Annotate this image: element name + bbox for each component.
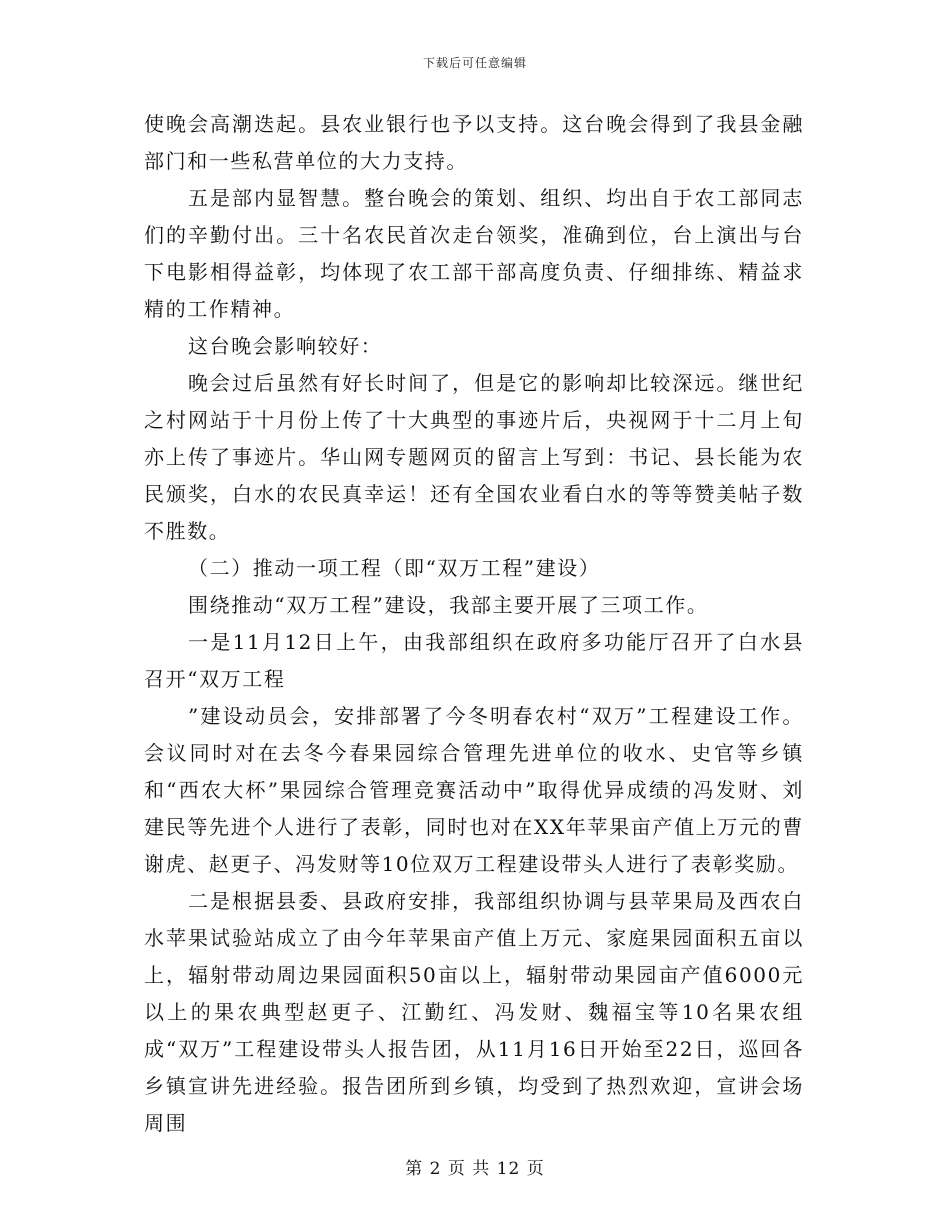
paragraph-6: 一是11月12日上午，由我部组织在政府多功能厅召开了白水县召开“双万工程 [144, 630, 804, 691]
paragraph-8: 二是根据县委、县政府安排，我部组织协调与县苹果局及西农白水苹果试验站成立了由今年苹果亩产值上万元、家庭果园面积五亩以上，辐射带动周边果园面积50亩以上，辐射带动果园亩产值6000元以上的果农典型赵更子、江勤红、冯发财、魏福宝等10名果农组成“双万”工程建设带头人报告团，从11月16日开始至22日，巡回各乡镇宣讲先进经验。报告团所到乡镇，均受到了热烈欢迎，宣讲会场周围 [144, 889, 804, 1135]
page-header-note: 下载后可任意编辑 [422, 56, 527, 70]
section-heading-2: （二）推动一项工程（即“双万工程”建设） [188, 556, 601, 580]
paragraph-4: 晚会过后虽然有好长时间了，但是它的影响却比较深远。继世纪之村网站于十月份上传了十大典型的事迹片后，央视网于十二月上旬亦上传了事迹片。华山网专题网页的留言上写到：书记、县长能为农民颁奖，白水的农民真幸运！还有全国农业看白水的等等赞美帖子数不胜数。 [144, 371, 804, 543]
page-footer-number: 第 2 页 共 12 页 [405, 1159, 545, 1179]
document-body [144, 106, 804, 1142]
paragraph-3: 这台晚会影响较好： [188, 334, 383, 358]
paragraph-7: ”建设动员会，安排部署了今冬明春农村“双万”工程建设工作。会议同时对在去冬今春果园综合管理先进单位的收水、史官等乡镇和“西农大杯”果园综合管理竞赛活动中”取得优异成绩的冯发财、刘建民等先进个人进行了表彰，同时也对在XX年苹果亩产值上万元的曹谢虎、赵更子、冯发财等10位双万工程建设带头人进行了表彰奖励。 [144, 704, 804, 876]
paragraph-2: 五是部内显智慧。整台晚会的策划、组织、均出自于农工部同志们的辛勤付出。三十名农民首次走台领奖，准确到位，台上演出与台下电影相得益彰，均体现了农工部干部高度负责、仔细排练、精益求精的工作精神。 [144, 186, 804, 321]
paragraph-5: 围绕推动“双万工程”建设，我部主要开展了三项工作。 [188, 593, 709, 617]
paragraph-1: 使晚会高潮迭起。县农业银行也予以支持。这台晚会得到了我县金融部门和一些私营单位的大力支持。 [144, 112, 804, 173]
